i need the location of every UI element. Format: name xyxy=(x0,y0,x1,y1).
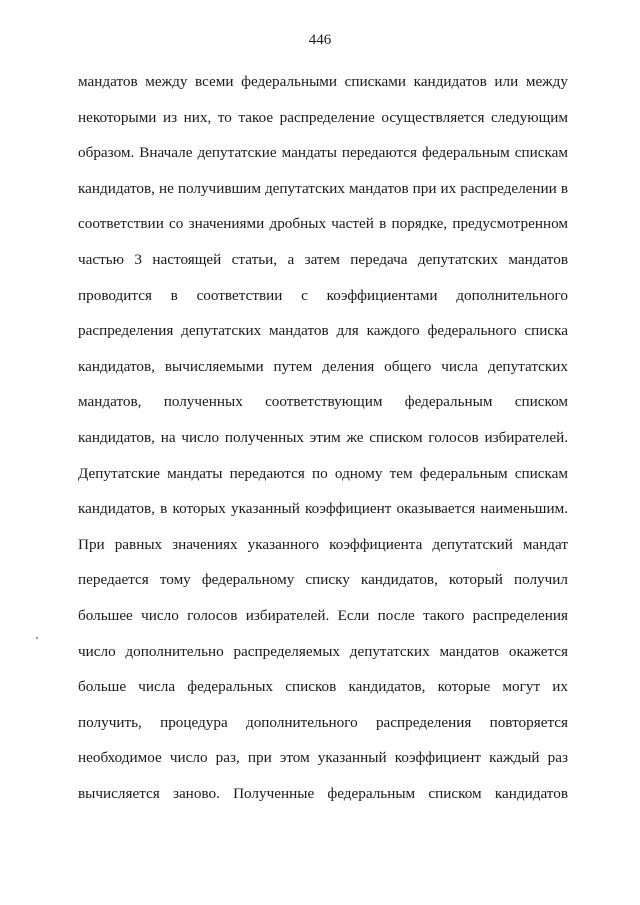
text-line: частью 3 настоящей статьи, а затем передача депутатских мандатов xyxy=(78,250,568,268)
text-line: проводится в соответствии с коэффициентами дополнительного xyxy=(78,286,568,304)
text-line: мандатов, полученных соответствующим федеральным списком xyxy=(78,393,568,411)
margin-dot xyxy=(36,637,38,639)
text-line: больше числа федеральных списков кандидатов, которые могут их xyxy=(78,678,568,696)
text-line: некоторыми из них, то такое распределение осуществляется следующим xyxy=(78,108,568,126)
text-line: соответствии со значениями дробных частей в порядке, предусмотренном xyxy=(78,215,568,233)
text-line: число дополнительно распределяемых депутатских мандатов окажется xyxy=(78,642,568,660)
text-line: большее число голосов избирателей. Если после такого распределения xyxy=(78,606,568,624)
text-line: вычисляется заново. Полученные федеральным списком кандидатов xyxy=(78,784,568,802)
text-line: передается тому федеральному списку кандидатов, который получил xyxy=(78,571,568,589)
text-line: Депутатские мандаты передаются по одному тем федеральным спискам xyxy=(78,464,568,482)
text-line: образом. Вначале депутатские мандаты передаются федеральным спискам xyxy=(78,144,568,162)
text-line: кандидатов, вычисляемыми путем деления общего числа депутатских xyxy=(78,357,568,375)
text-line: мандатов между всеми федеральными списками кандидатов или между xyxy=(78,73,568,90)
text-line: кандидатов, не получившим депутатских мандатов при их распределении в xyxy=(78,179,568,197)
page-number: 446 xyxy=(308,32,332,48)
text-line: необходимое число раз, при этом указанный коэффициент каждый раз xyxy=(78,749,568,767)
text-line: кандидатов, на число полученных этим же списком голосов избирателей. xyxy=(78,428,568,446)
body-text xyxy=(78,64,568,811)
text-line: получить, процедура дополнительного распределения повторяется xyxy=(78,713,568,731)
text-line: распределения депутатских мандатов для каждого федерального списка xyxy=(78,322,568,340)
text-line: кандидатов, в которых указанный коэффициент оказывается наименьшим. xyxy=(78,500,568,518)
text-line: При равных значениях указанного коэффициента депутатский мандат xyxy=(78,535,568,553)
